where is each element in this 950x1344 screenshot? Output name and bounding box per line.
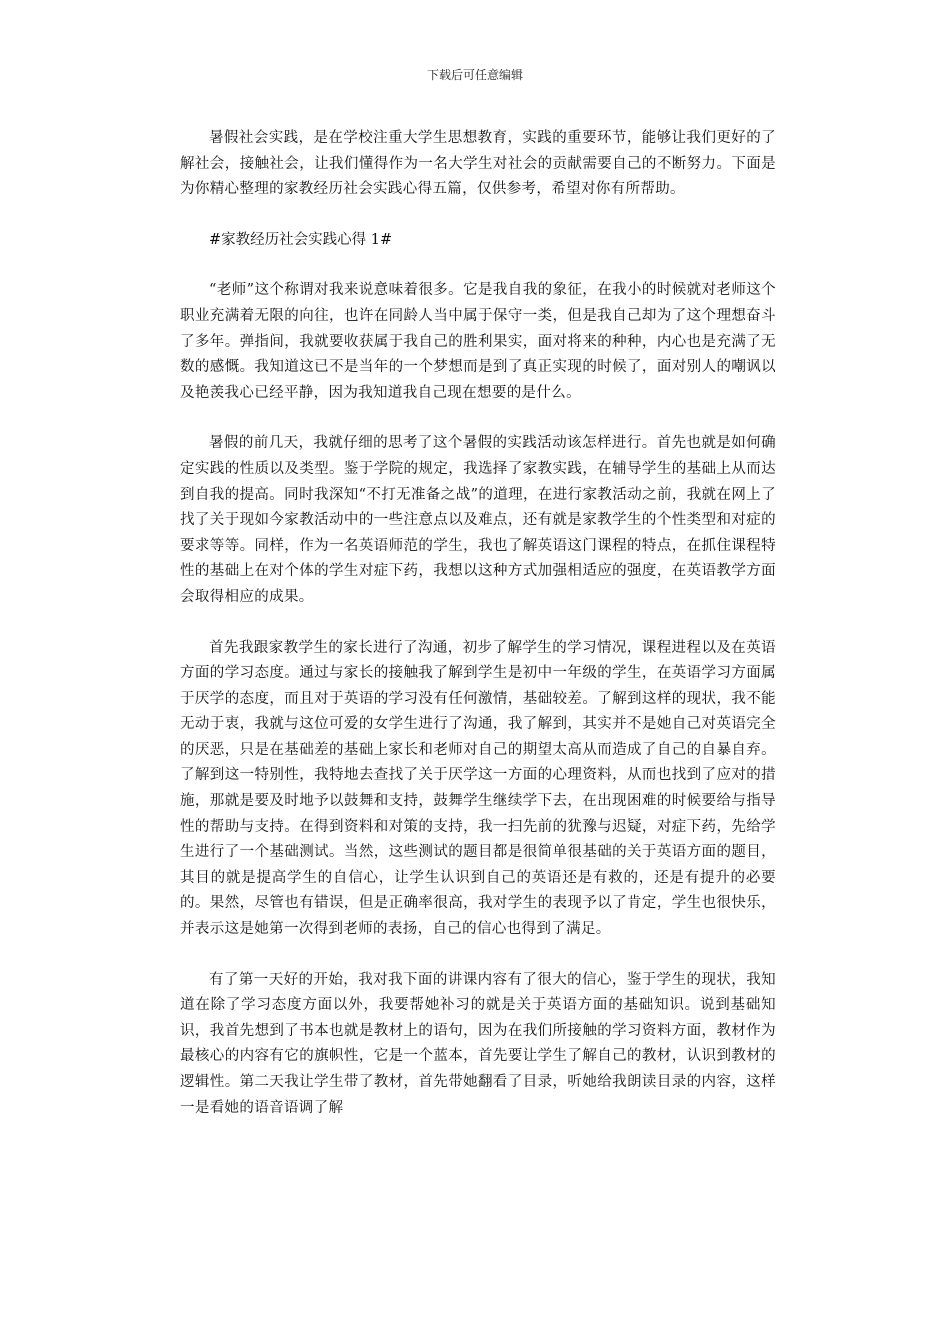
intro-paragraph: 暑假社会实践，是在学校注重大学生思想教育，实践的重要环节，能够让我们更好的了解社会，接触社会，让我们懂得作为一名大学生对社会的贡献需要自己的不断努力。下面是为你精心整理的家教经历社会实践心得五篇，仅供参考，希望对你有所帮助。 bbox=[180, 130, 776, 198]
body-paragraph-2: 暑假的前几天，我就仔细的思考了这个暑假的实践活动该怎样进行。首先也就是如何确定实践的性质以及类型。鉴于学院的规定，我选择了家教实践，在辅导学生的基础上从而达到自我的提高。同时我深知“不打无准备之战”的道理，在进行家教活动之前，我就在网上了找了关于现如今家教活动中的一些注意点以及难点，还有就是家教学生的个性类型和对症的要求等等。同样，作为一名英语师范的学生，我也了解英语这门课程的特点，在抓住课程特性的基础上在对个体的学生对症下药，我想以这种方式加强相适应的强度，在英语教学方面会取得相应的成果。 bbox=[180, 435, 776, 605]
body-paragraph-3: 首先我跟家教学生的家长进行了沟通，初步了解学生的学习情况，课程进程以及在英语方面的学习态度。通过与家长的接触我了解到学生是初中一年级的学生，在英语学习方面属于厌学的态度，而且对于英语的学习没有任何激情，基础较差。了解到这样的现状，我不能无动于衷，我就与这位可爱的女学生进行了沟通，我了解到，其实并不是她自己对英语完全的厌恶，只是在基础差的基础上家长和老师对自己的期望太高从而造成了自己的自暴自弃。了解到这一特别性，我特地去查找了关于厌学这一方面的心理资料，从而也找到了应对的措施，那就是要及时地予以鼓舞和支持，鼓舞学生继续学下去，在出现困难的时候要给与指导性的帮助与支持。在得到资料和对策的支持，我一扫先前的犹豫与迟疑，对症下药，先给学生进行了一个基础测试。当然，这些测试的题目都是很简单很基础的关于英语方面的题目，其目的就是提高学生的自信心，让学生认识到自己的英语还是有救的，还是有提升的必要的。果然，尽管也有错误，但是正确率很高，我对学生的表现予以了肯定，学生也很快乐，并表示这是她第一次得到老师的表扬，自己的信心也得到了满足。 bbox=[180, 639, 776, 938]
page-header: 下载后可任意编辑 bbox=[426, 68, 523, 82]
body-paragraph-4: 有了第一天好的开始，我对我下面的讲课内容有了很大的信心，鉴于学生的现状，我知道在除了学习态度方面以外，我要帮她补习的就是关于英语方面的基础知识。说到基础知识，我首先想到了书本也就是教材上的语句，因为在我们所接触的学习资料方面，教材作为最核心的内容有它的旗帜性，它是一个蓝本，首先要让学生了解自己的教材，认识到教材的逻辑性。第二天我让学生带了教材，首先带她翻看了目录，听她给我朗读目录的内容，这样一是看她的语音语调了解 bbox=[180, 971, 776, 1116]
body-paragraph-1: “老师”这个称谓对我来说意味着很多。它是我自我的象征，在我小的时候就对老师这个职业充满着无限的向往，也许在同龄人当中属于保守一类，但是我自己却为了这个理想奋斗了多年。弹指间，我就要收获属于我自己的胜利果实，面对将来的种种，内心也是充满了无数的感慨。我知道这已不是当年的一个梦想而是到了真正实现的时候了，面对别人的嘲讽以及艳羡我心已经平静，因为我知道我自己现在想要的是什么。 bbox=[180, 282, 776, 401]
section-heading: #家教经历社会实践心得 1# bbox=[209, 231, 393, 248]
document-body bbox=[180, 126, 776, 1146]
